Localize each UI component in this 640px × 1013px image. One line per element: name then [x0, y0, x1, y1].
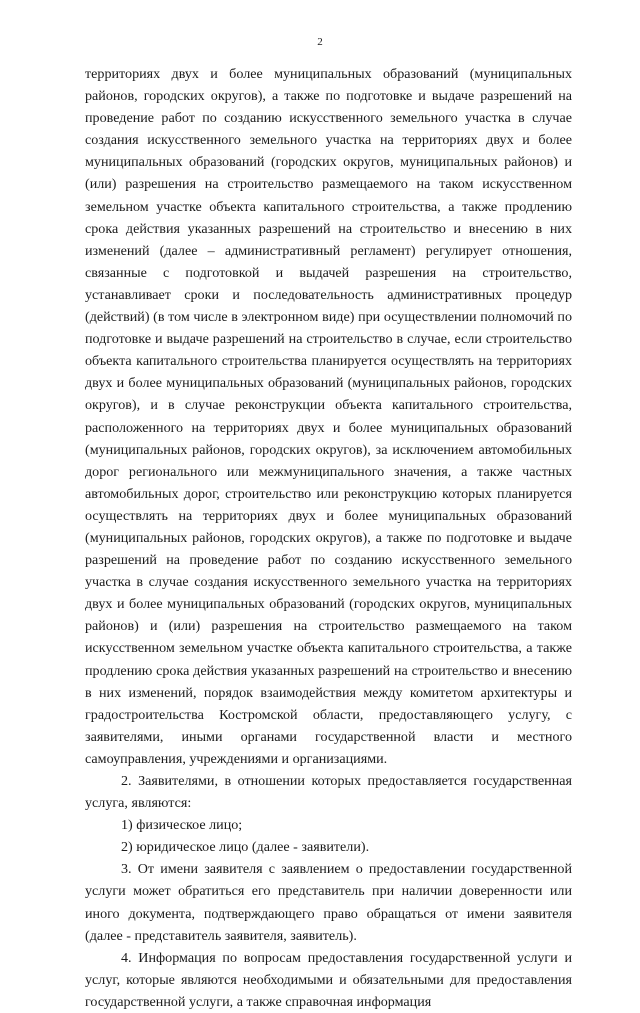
- paragraph-representative: 3. От имени заявителя с заявлением о предоставлении государственной услуги может обратиться его представитель при наличии доверенности или иного документа, подтверждающего право обращаться от имени заявителя (далее - представитель заявителя, заявитель).: [85, 861, 572, 944]
- document-body: [85, 63, 572, 1013]
- paragraph-continuation: территориях двух и более муниципальных образований (муниципальных районов, городских округов), а также по подготовке и выдаче разрешений на проведение работ по созданию искусственного земельного участка в случае создания искусственного земельного участка на территориях двух и более муниципальных образований (городских округов, муниципальных районов) и (или) разрешения на строительство размещаемого на таком искусственном земельном участке объекта капитального строительства, а также продлению срока действия указанных разрешений на строительство и внесению в них изменений (далее – административный регламент) регулирует отношения, связанные с подготовкой и выдачей разрешения на строительство, устанавливает сроки и последовательность административных процедур (действий) (в том числе в электронном виде) при осуществлении полномочий по подготовке и выдаче разрешений на строительство в случае, если строительство объекта капитального строительства планируется осуществлять на территориях двух и более муниципальных образований (муниципальных районов, городских округов), и в случае реконструкции объекта капитального строительства, расположенного на территориях двух и более муниципальных образований (муниципальных районов, городских округов), за исключением автомобильных дорог регионального или межмуниципального значения, а также частных автомобильных дорог, строительство или реконструкцию которых планируется осуществлять на территориях двух и более муниципальных образований (муниципальных районов, городских округов), а также по подготовке и выдаче разрешений на проведение работ по созданию искусственного земельного участка в случае создания искусственного земельного участка на территориях двух и более муниципальных образований (городских округов, муниципальных районов) и (или) разрешения на строительство размещаемого на таком искусственном земельном участке объекта капитального строительства, а также продлению срока действия указанных разрешений на строительство и внесению в них изменений, порядок взаимодействия между комитетом архитектуры и градостроительства Костромской области, предоставляющего услугу, с заявителями, иными органами государственной власти и местного самоуправления, учреждениями и организациями.: [85, 66, 572, 767]
- paragraph-applicants: 2. Заявителями, в отношении которых предоставляется государственная услуга, являются:: [85, 773, 572, 812]
- page-number: 2: [317, 36, 323, 48]
- list-item-legal-entity: 2) юридическое лицо (далее - заявители).: [121, 839, 370, 856]
- paragraph-information: 4. Информация по вопросам предоставления государственной услуги и услуг, которые являются необходимыми и обязательными для предоставления государственной услуги, а также справочная информация: [85, 949, 572, 1010]
- list-item-individual: 1) физическое лицо;: [121, 817, 243, 834]
